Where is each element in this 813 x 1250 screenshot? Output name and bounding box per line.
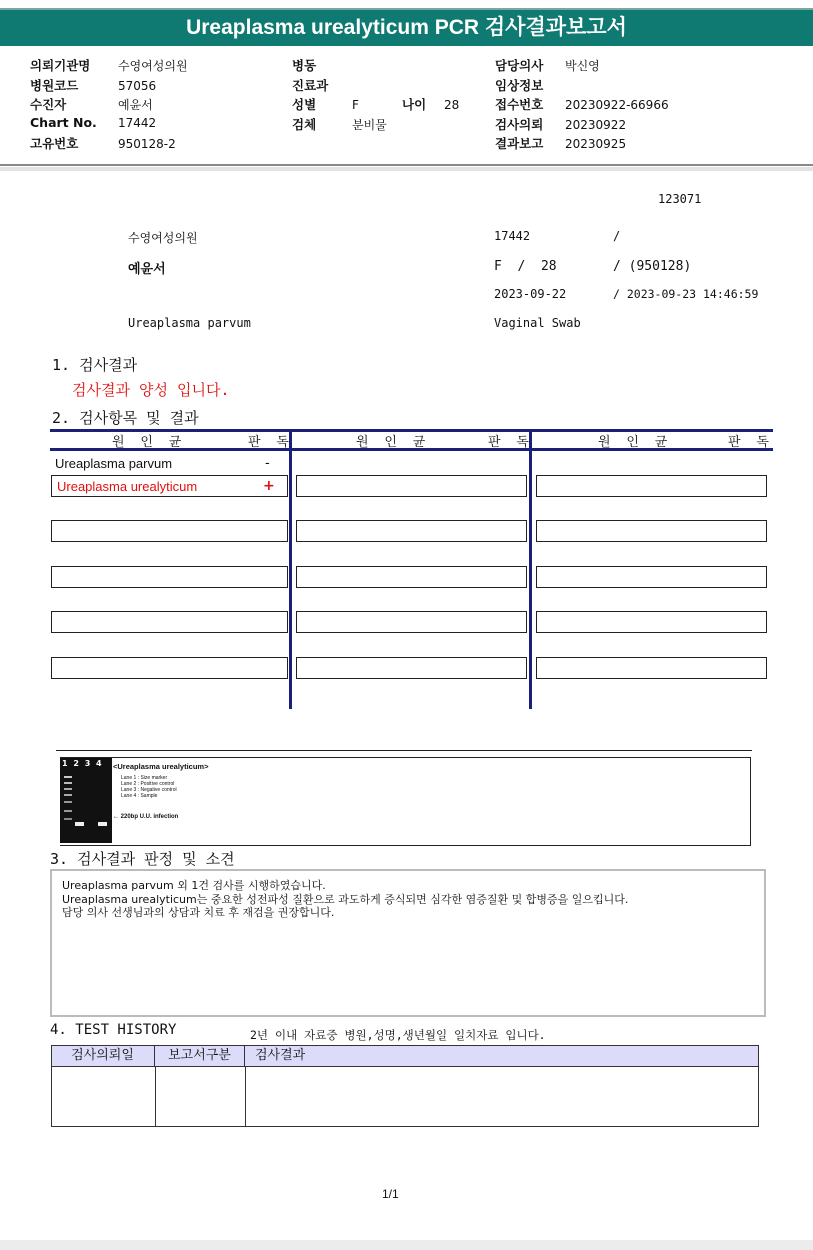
header-divider-shade xyxy=(0,167,813,171)
organism-box-3-2 xyxy=(536,475,767,497)
organism-box-1-6 xyxy=(51,657,288,679)
marker-band xyxy=(64,801,72,803)
opinion-box xyxy=(50,869,766,1017)
value-receipt-no: 20230922-66966 xyxy=(565,98,669,112)
value-sex: F xyxy=(352,98,359,112)
gel-legend-line: Lane 2 : Positive control xyxy=(121,781,175,787)
col-organism-3: 원 인 균 xyxy=(598,435,672,450)
history-col-request-date: 검사의뢰일 xyxy=(51,1045,155,1067)
section-1-title: 1. 검사결과 xyxy=(52,356,138,374)
gel-legend-line: Lane 4 : Sample xyxy=(121,793,158,799)
header-col-3 xyxy=(495,56,795,153)
organism-box-2-4 xyxy=(296,566,527,588)
marker-band xyxy=(64,776,72,778)
label-requester: 의뢰기관명 xyxy=(30,58,91,73)
sample-band xyxy=(98,822,107,826)
label-doctor: 담당의사 xyxy=(495,58,544,73)
results-col-divider-1 xyxy=(289,429,292,709)
marker-band xyxy=(64,782,72,784)
label-sex: 성별 xyxy=(292,97,317,112)
organism-row-1: Ureaplasma parvum xyxy=(55,456,173,471)
value-report-date: 20230925 xyxy=(565,137,627,151)
organism-box-3-5 xyxy=(536,611,767,633)
gel-image xyxy=(60,758,112,843)
section-2-title: 2. 검사항목 및 결과 xyxy=(52,409,199,427)
value-request-date: 20230922 xyxy=(565,118,627,132)
value-chart: 17442 xyxy=(118,116,157,130)
marker-band xyxy=(64,818,72,820)
gel-band-arrow: ← 220bp U.U. infection xyxy=(113,814,179,820)
label-patient: 수진자 xyxy=(30,97,67,112)
organism-box-2-3 xyxy=(296,520,527,542)
history-divider xyxy=(155,1067,156,1127)
marker-band xyxy=(64,810,72,812)
summary-report-datetime: / 2023-09-23 14:46:59 xyxy=(613,287,759,301)
gel-lane-numbers: 1 2 3 4 xyxy=(62,759,102,768)
label-receipt-no: 접수번호 xyxy=(495,97,544,112)
gel-band-label: 220bp U.U. infection xyxy=(120,814,179,820)
history-col-report-type: 보고서구분 xyxy=(155,1045,245,1067)
value-age: 28 xyxy=(444,98,460,112)
summary-specimen: Vaginal Swab xyxy=(494,316,581,330)
col-organism-2: 원 인 균 xyxy=(356,435,430,450)
summary-test-name: Ureaplasma parvum xyxy=(128,316,251,330)
summary-sex-age: F / 28 xyxy=(494,259,557,274)
summary-receive-date: 2023-09-22 xyxy=(494,287,567,301)
col-judge-1: 판 독 xyxy=(248,435,293,450)
value-requester: 수영여성의원 xyxy=(118,59,188,73)
header-col-2 xyxy=(292,56,492,134)
value-patient: 예윤서 xyxy=(118,98,153,112)
header-col-1 xyxy=(30,56,290,153)
label-unique-id: 고유번호 xyxy=(30,136,79,151)
result-statement: 검사결과 양성 입니다. xyxy=(72,381,230,399)
organism-row-1-result: - xyxy=(265,456,270,471)
gel-legend-line: Lane 1 : Size marker xyxy=(121,775,168,781)
summary-slash: / xyxy=(613,229,621,243)
opinion-line-1: Ureaplasma parvum 외 1건 검사를 시행하였습니다. xyxy=(62,879,326,892)
gel-legend-line: Lane 3 : Negative control xyxy=(121,787,177,793)
history-note: 2년 이내 자료중 병원,성명,생년월일 일치자료 입니다. xyxy=(250,1028,546,1042)
label-hospital-code: 병원코드 xyxy=(30,78,79,93)
report-title: Ureaplasma urealyticum PCR 검사결과보고서 xyxy=(0,10,813,46)
value-unique-id: 950128-2 xyxy=(118,137,176,151)
organism-box-3-6 xyxy=(536,657,767,679)
summary-code: 123071 xyxy=(658,192,702,206)
organism-box-1-4 xyxy=(51,566,288,588)
organism-row-2: Ureaplasma urealyticum xyxy=(57,479,198,494)
opinion-line-2: Ureaplasma urealyticum는 중요한 성전파성 질환으로 과도하게 증식되면 심각한 염증질환 및 합병증을 일으킵니다. xyxy=(62,892,629,906)
label-clinical-info: 임상정보 xyxy=(495,78,544,93)
gel-top-rule xyxy=(56,750,752,751)
page-number: 1/1 xyxy=(382,1187,399,1201)
history-table xyxy=(51,1045,759,1127)
history-col-result: 검사결과 xyxy=(255,1048,306,1063)
label-specimen: 검체 xyxy=(292,117,317,132)
organism-box-1-3 xyxy=(51,520,288,542)
col-judge-3: 판 독 xyxy=(728,435,773,450)
organism-box-2-2 xyxy=(296,475,527,497)
col-organism-1: 원 인 균 xyxy=(112,435,186,450)
summary-id: / (950128) xyxy=(613,259,692,274)
section-4-title: 4. TEST HISTORY xyxy=(50,1022,177,1038)
value-hospital-code: 57056 xyxy=(118,79,157,93)
gel-title: <Ureaplasma urealyticum> xyxy=(113,762,209,771)
label-department: 진료과 xyxy=(292,78,329,93)
col-judge-2: 판 독 xyxy=(488,435,533,450)
summary-patient: 예윤서 xyxy=(128,262,166,277)
value-doctor: 박신영 xyxy=(565,59,600,73)
summary-hospital: 수영여성의원 xyxy=(128,231,198,245)
header-divider xyxy=(0,164,813,166)
organism-box-2-6 xyxy=(296,657,527,679)
label-request-date: 검사의뢰 xyxy=(495,117,544,132)
label-report-date: 결과보고 xyxy=(495,136,544,151)
label-chart: Chart No. xyxy=(30,115,97,130)
opinion-line-3: 담당 의사 선생님과의 상담과 치료 후 재검을 권장합니다. xyxy=(62,906,335,919)
value-specimen: 분비물 xyxy=(352,118,387,132)
positive-band xyxy=(75,822,84,826)
marker-band xyxy=(64,788,72,790)
results-col-divider-2 xyxy=(529,429,532,709)
organism-box-1-5 xyxy=(51,611,288,633)
organism-box-3-4 xyxy=(536,566,767,588)
organism-row-2-result: + xyxy=(263,478,275,494)
history-divider xyxy=(245,1067,246,1127)
history-body-row xyxy=(51,1067,759,1127)
organism-box-2-5 xyxy=(296,611,527,633)
summary-chart: 17442 xyxy=(494,229,531,243)
organism-box-3-3 xyxy=(536,520,767,542)
marker-band xyxy=(64,794,72,796)
label-age: 나이 xyxy=(402,97,427,112)
label-ward: 병동 xyxy=(292,58,317,73)
gel-legend xyxy=(121,775,177,799)
section-3-title: 3. 검사결과 판정 및 소견 xyxy=(50,850,235,868)
page-bottom-shade xyxy=(0,1240,813,1250)
